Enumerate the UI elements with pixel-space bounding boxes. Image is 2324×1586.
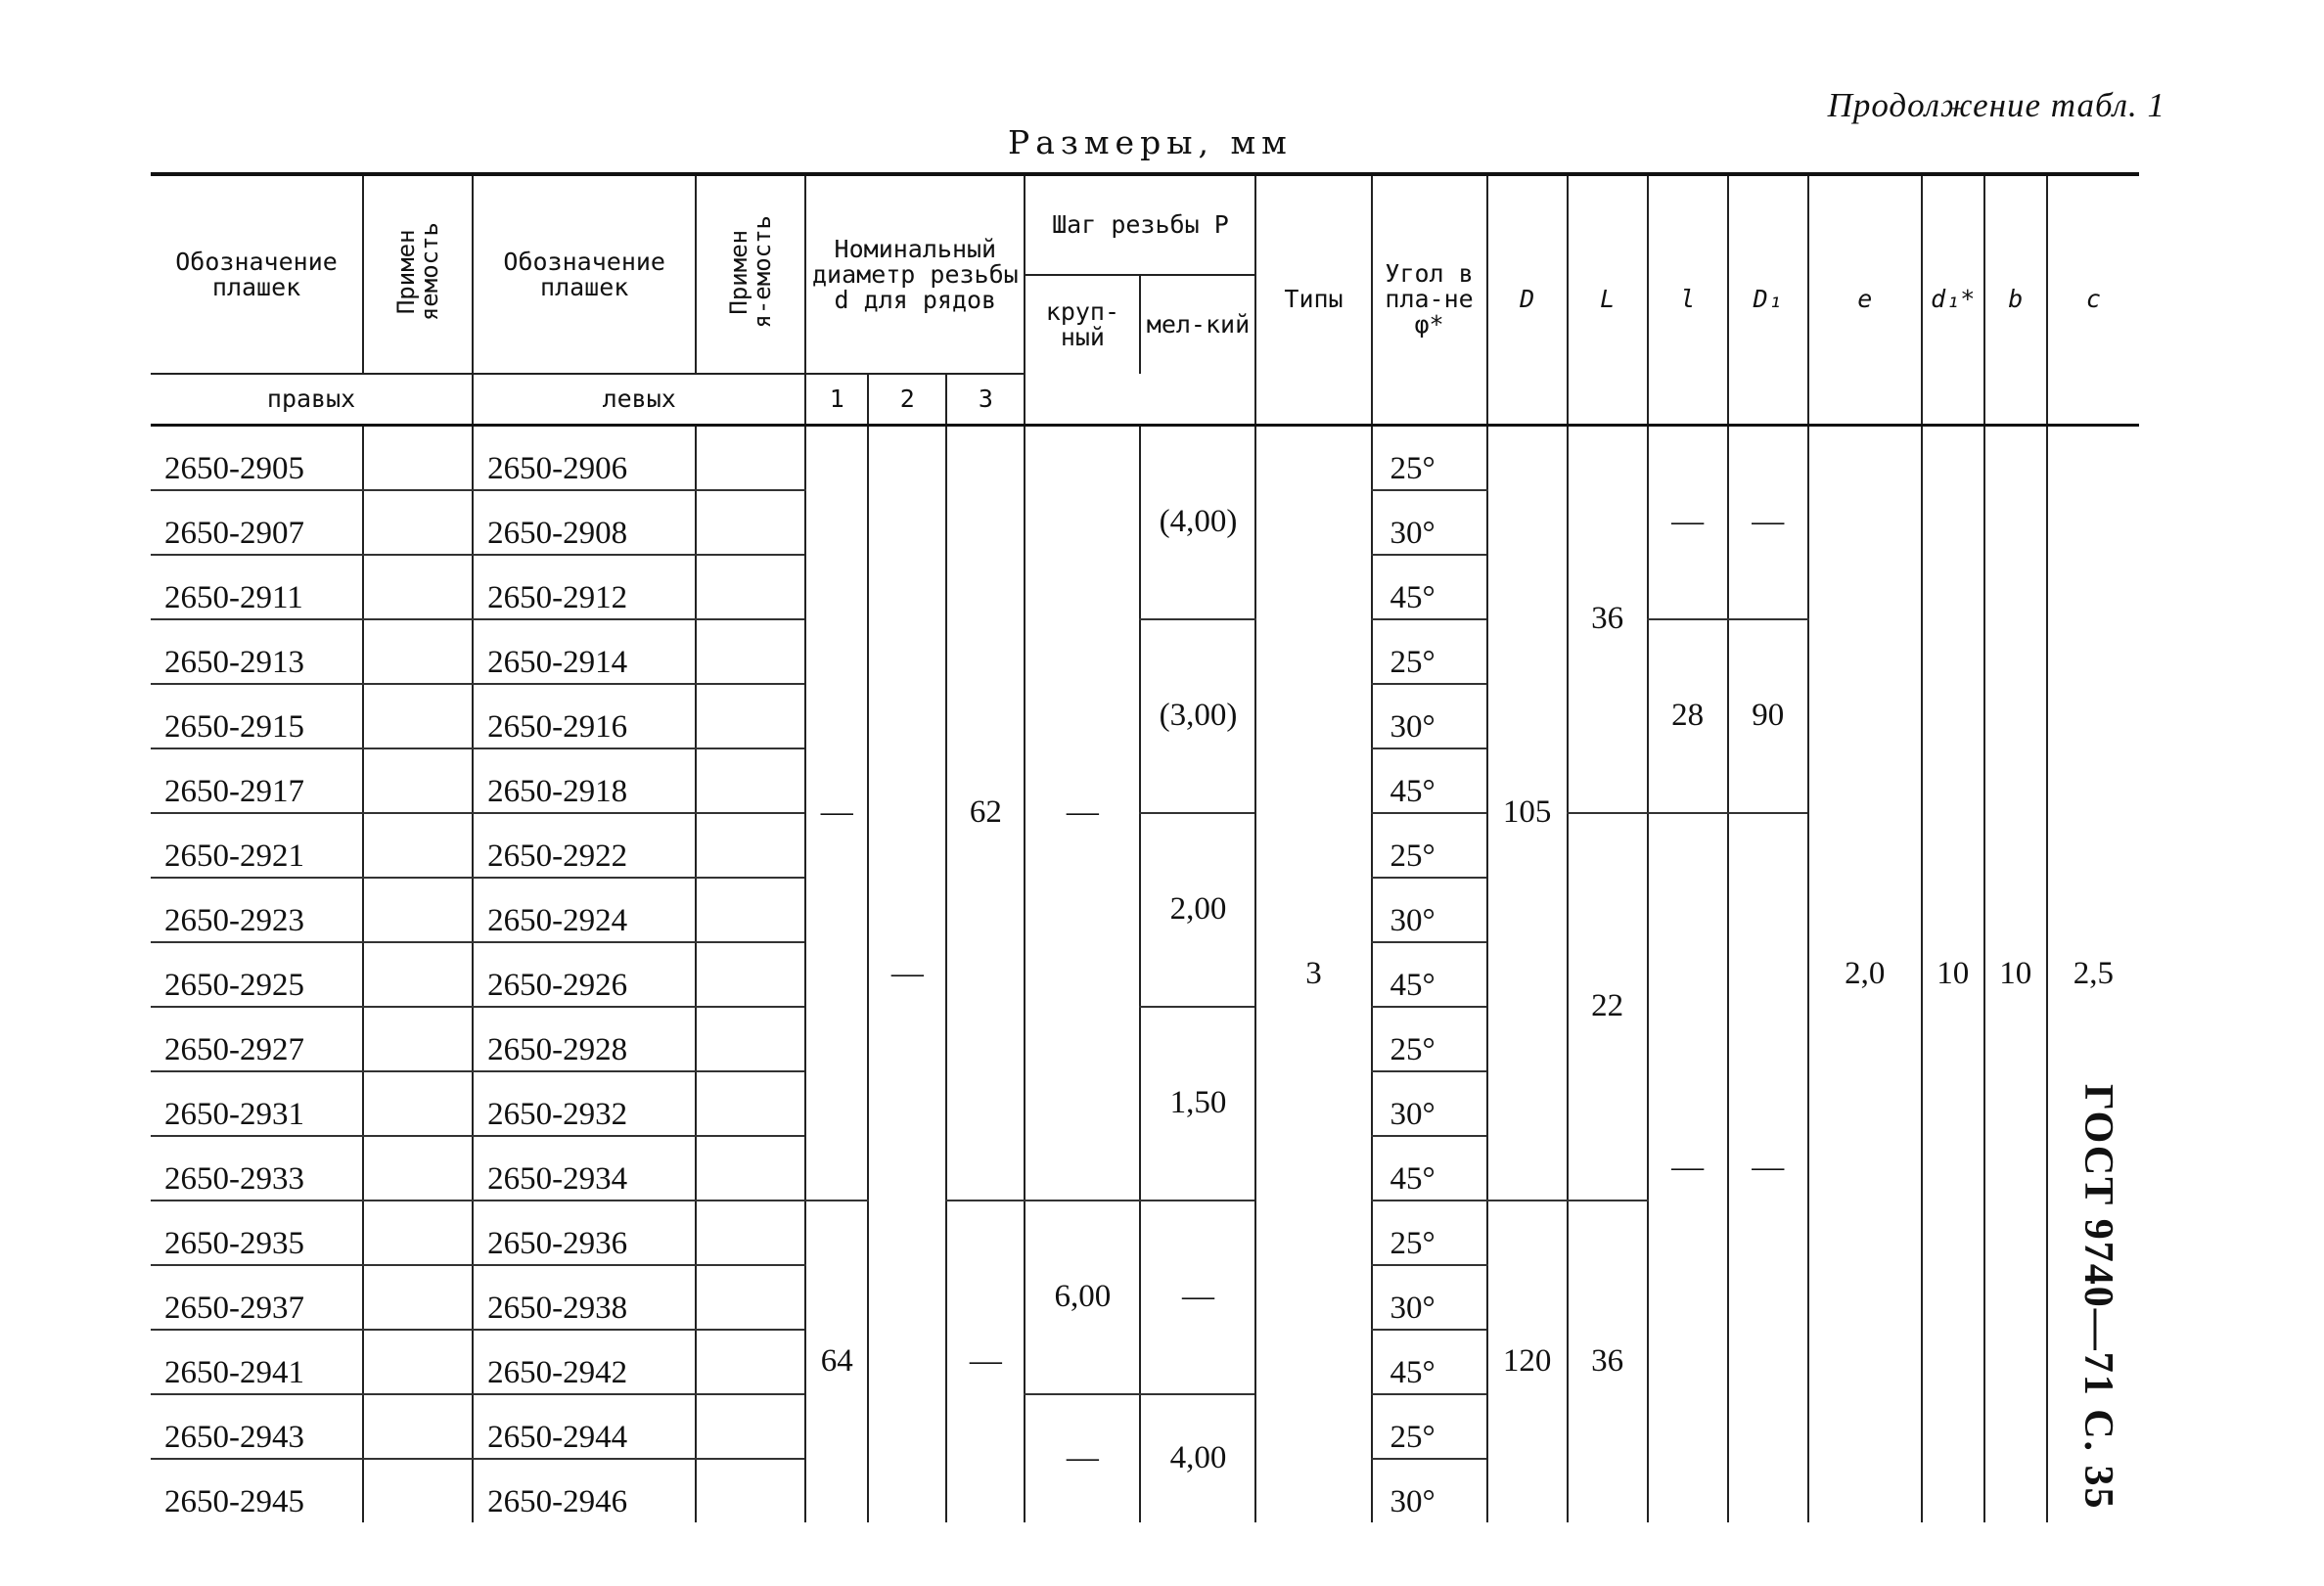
left-code-cell: 2650-2924 <box>473 878 696 942</box>
b-value-cell: 10 <box>1984 425 2047 1522</box>
angle-header: Угол в пла-не φ* <box>1372 174 1487 425</box>
applicability-cell <box>363 813 473 878</box>
applicability-cell <box>363 1459 473 1522</box>
applicability-cell <box>363 1071 473 1136</box>
row2-dash-cell: — <box>868 425 946 1522</box>
D-value-cell: 120 <box>1487 1201 1568 1522</box>
row1-dash-cell: — <box>805 425 868 1201</box>
applicability-cell <box>696 1071 805 1136</box>
dimensions-table <box>151 172 2139 1522</box>
b-header: b <box>1984 174 2047 425</box>
right-code-cell: 2650-2927 <box>151 1007 363 1071</box>
angle-cell: 25° <box>1372 619 1487 684</box>
coarse-pitch-cell: 6,00 <box>1025 1201 1140 1394</box>
angle-cell: 45° <box>1372 555 1487 619</box>
left-code-cell: 2650-2912 <box>473 555 696 619</box>
types-cell: 3 <box>1255 425 1371 1522</box>
angle-cell: 25° <box>1372 1394 1487 1459</box>
left-code-cell: 2650-2932 <box>473 1071 696 1136</box>
applicability-cell <box>363 555 473 619</box>
applicability-cell <box>696 555 805 619</box>
pitch-header-bottom <box>1025 374 1255 425</box>
applicability-left-header: Примен я-емость <box>696 174 805 374</box>
applicability-cell <box>696 1007 805 1071</box>
right-code-cell: 2650-2931 <box>151 1071 363 1136</box>
angle-cell: 30° <box>1372 1459 1487 1522</box>
applicability-cell <box>696 1394 805 1459</box>
left-code-cell: 2650-2922 <box>473 813 696 878</box>
c-header: c <box>2047 174 2139 425</box>
left-code-cell: 2650-2928 <box>473 1007 696 1071</box>
l-dash-cell: — <box>1648 813 1728 1522</box>
row2-header: 2 <box>868 374 946 425</box>
applicability-cell <box>696 942 805 1007</box>
angle-cell: 25° <box>1372 425 1487 490</box>
right-code-cell: 2650-2917 <box>151 748 363 813</box>
applicability-cell <box>696 748 805 813</box>
right-code-cell: 2650-2911 <box>151 555 363 619</box>
applicability-cell <box>363 942 473 1007</box>
angle-cell: 30° <box>1372 1265 1487 1330</box>
coarse-dash-cell: — <box>1025 425 1140 1201</box>
right-code-cell: 2650-2913 <box>151 619 363 684</box>
left-dies-header: левых <box>473 374 805 425</box>
applicability-cell <box>363 684 473 748</box>
applicability-cell <box>696 813 805 878</box>
fine-pitch-cell: (3,00) <box>1140 619 1255 813</box>
applicability-cell <box>363 490 473 555</box>
applicability-cell <box>363 1136 473 1201</box>
pitch-header: Шаг резьбы P <box>1025 176 1254 276</box>
applicability-cell <box>696 1201 805 1265</box>
l-dash-cell: — <box>1648 425 1728 619</box>
applicability-cell <box>363 748 473 813</box>
applicability-cell <box>696 1459 805 1522</box>
right-code-cell: 2650-2937 <box>151 1265 363 1330</box>
D1-dash-cell: — <box>1728 813 1808 1522</box>
D-header: D <box>1487 174 1568 425</box>
l-value-cell: 28 <box>1648 619 1728 813</box>
e-value-cell: 2,0 <box>1808 425 1922 1522</box>
applicability-cell <box>696 1330 805 1394</box>
right-code-cell: 2650-2925 <box>151 942 363 1007</box>
left-code-cell: 2650-2908 <box>473 490 696 555</box>
angle-cell: 45° <box>1372 748 1487 813</box>
row3-value-62-cell: 62 <box>946 425 1025 1201</box>
right-code-cell: 2650-2943 <box>151 1394 363 1459</box>
right-code-cell: 2650-2933 <box>151 1136 363 1201</box>
left-code-cell: 2650-2906 <box>473 425 696 490</box>
designation-right-header: Обозначение плашек <box>151 174 363 374</box>
coarse-dash-cell: — <box>1025 1394 1140 1522</box>
applicability-cell <box>363 1265 473 1330</box>
right-code-cell: 2650-2935 <box>151 1201 363 1265</box>
D1-header: D₁ <box>1728 174 1808 425</box>
right-code-cell: 2650-2915 <box>151 684 363 748</box>
applicability-cell <box>696 878 805 942</box>
continuation-label: Продолжение табл. 1 <box>1827 86 2165 124</box>
L-header: L <box>1568 174 1648 425</box>
row3-dash-cell: — <box>946 1201 1025 1522</box>
left-code-cell: 2650-2934 <box>473 1136 696 1201</box>
angle-cell: 25° <box>1372 813 1487 878</box>
row1-value-64-cell: 64 <box>805 1201 868 1522</box>
D1-value-cell: 90 <box>1728 619 1808 813</box>
applicability-cell <box>363 1201 473 1265</box>
pitch-header-group <box>1025 174 1255 374</box>
applicability-cell <box>696 684 805 748</box>
angle-cell: 25° <box>1372 1201 1487 1265</box>
L-value-cell: 22 <box>1568 813 1648 1201</box>
fine-pitch-cell: 4,00 <box>1140 1394 1255 1522</box>
right-code-cell: 2650-2907 <box>151 490 363 555</box>
angle-cell: 30° <box>1372 684 1487 748</box>
angle-cell: 25° <box>1372 1007 1487 1071</box>
left-code-cell: 2650-2944 <box>473 1394 696 1459</box>
applicability-cell <box>696 1265 805 1330</box>
e-header: e <box>1808 174 1922 425</box>
fine-pitch-cell: (4,00) <box>1140 425 1255 619</box>
angle-cell: 30° <box>1372 878 1487 942</box>
applicability-cell <box>363 619 473 684</box>
left-code-cell: 2650-2916 <box>473 684 696 748</box>
left-code-cell: 2650-2936 <box>473 1201 696 1265</box>
left-code-cell: 2650-2926 <box>473 942 696 1007</box>
D1-dash-cell: — <box>1728 425 1808 619</box>
designation-left-header: Обозначение плашек <box>473 174 696 374</box>
applicability-cell <box>363 878 473 942</box>
d1-header: d₁* <box>1922 174 1984 425</box>
right-code-cell: 2650-2941 <box>151 1330 363 1394</box>
angle-cell: 30° <box>1372 490 1487 555</box>
fine-pitch-cell: 1,50 <box>1140 1007 1255 1201</box>
applicability-cell <box>696 1136 805 1201</box>
d1-value-cell: 10 <box>1922 425 1984 1522</box>
fine-pitch-cell: 2,00 <box>1140 813 1255 1007</box>
applicability-right-header: Примен яемость <box>363 174 473 374</box>
left-code-cell: 2650-2918 <box>473 748 696 813</box>
c-value-cell: 2,5 <box>2047 425 2139 1522</box>
side-standard-label: ГОСТ 9740—71 С. 35 <box>2075 1084 2120 1511</box>
left-code-cell: 2650-2914 <box>473 619 696 684</box>
applicability-cell <box>363 1394 473 1459</box>
left-code-cell: 2650-2942 <box>473 1330 696 1394</box>
units-label: Размеры, мм <box>1008 123 1293 161</box>
right-dies-header: правых <box>151 374 473 425</box>
D-value-cell: 105 <box>1487 425 1568 1201</box>
nominal-diameter-header: Номинальный диаметр резьбы d для рядов <box>805 174 1025 374</box>
right-code-cell: 2650-2945 <box>164 1483 304 1519</box>
applicability-cell <box>363 425 473 490</box>
L-value-cell: 36 <box>1568 1201 1648 1522</box>
angle-cell: 45° <box>1372 1330 1487 1394</box>
left-code-cell: 2650-2946 <box>473 1459 696 1522</box>
fine-dash-cell: — <box>1140 1201 1255 1394</box>
left-code-cell: 2650-2938 <box>473 1265 696 1330</box>
applicability-cell <box>363 1007 473 1071</box>
coarse-header: круп-ный <box>1045 297 1120 351</box>
row1-header: 1 <box>805 374 868 425</box>
angle-cell: 45° <box>1372 1136 1487 1201</box>
applicability-cell <box>363 1330 473 1394</box>
types-header: Типы <box>1255 174 1371 425</box>
applicability-cell <box>696 619 805 684</box>
angle-cell: 30° <box>1372 1071 1487 1136</box>
L-value-cell: 36 <box>1568 425 1648 813</box>
angle-cell: 45° <box>1372 942 1487 1007</box>
applicability-cell <box>696 490 805 555</box>
right-code-cell: 2650-2923 <box>151 878 363 942</box>
fine-header: мел-кий <box>1139 276 1254 374</box>
row3-header: 3 <box>946 374 1025 425</box>
right-code-cell: 2650-2905 <box>151 425 363 490</box>
l-header: l <box>1648 174 1728 425</box>
right-code-cell: 2650-2921 <box>151 813 363 878</box>
applicability-cell <box>696 425 805 490</box>
